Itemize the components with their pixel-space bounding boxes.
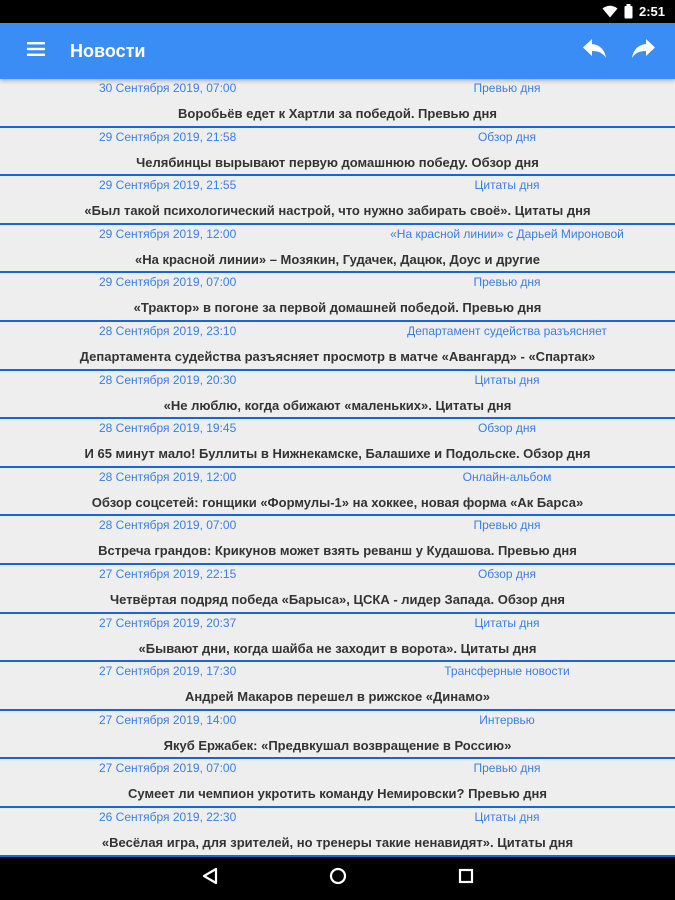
status-bar: [0, 0, 675, 23]
news-date: 27 Сентября 2019, 14:00: [99, 712, 237, 727]
triangle-back-icon: [202, 867, 218, 890]
news-date: 29 Сентября 2019, 07:00: [99, 275, 237, 290]
news-date: 27 Сентября 2019, 07:00: [99, 761, 237, 776]
news-date: 28 Сентября 2019, 07:00: [99, 518, 237, 533]
news-date: 27 Сентября 2019, 20:37: [99, 615, 237, 630]
news-category: Департамент судейства разъясняет: [407, 323, 607, 338]
menu-button[interactable]: [0, 23, 72, 79]
news-category: Цитаты дня: [474, 178, 540, 193]
news-item[interactable]: [0, 662, 675, 711]
news-item[interactable]: [0, 516, 675, 565]
news-item[interactable]: [0, 128, 675, 177]
news-title: Якуб Ержабек: «Предвкушал возвращение в Россию»: [163, 737, 512, 753]
news-title: Департамента судейства разъясняет просмотр в матче «Авангард» - «Спартак»: [79, 348, 596, 364]
news-title: Челябинцы вырывают первую домашнюю победу. Обзор дня: [136, 154, 539, 170]
news-title: «На красной линии» – Мозякин, Гудачек, Дацюк, Доус и другие: [135, 251, 540, 267]
back-button[interactable]: [571, 23, 619, 79]
news-category: «На красной линии» с Дарьей Мироновой: [390, 226, 624, 241]
nav-back-button[interactable]: [190, 859, 230, 899]
news-title: И 65 минут мало! Буллиты в Нижнекамске, Балашихе и Подольске. Обзор дня: [84, 446, 591, 462]
news-date: 27 Сентября 2019, 17:30: [99, 664, 237, 679]
circle-home-icon: [329, 867, 347, 890]
news-category: Обзор дня: [477, 421, 537, 436]
news-category: Цитаты дня: [474, 809, 540, 824]
news-category: Обзор дня: [477, 566, 537, 581]
news-date: 28 Сентября 2019, 19:45: [99, 421, 237, 436]
news-item[interactable]: [0, 225, 675, 274]
page-title: Новости: [70, 40, 146, 61]
news-title: «Не люблю, когда обижают «маленьких». Цитаты дня: [163, 397, 512, 413]
news-category: Превью дня: [473, 81, 541, 95]
news-category: Онлайн-альбом: [462, 469, 552, 484]
news-title: «Весёлая игра, для зрителей, но тренеры такие ненавидят». Цитаты дня: [101, 834, 574, 850]
news-item[interactable]: [0, 711, 675, 760]
square-recents-icon: [458, 868, 474, 889]
news-category: Обзор дня: [477, 129, 537, 144]
news-item[interactable]: [0, 371, 675, 420]
news-date: 30 Сентября 2019, 07:00: [99, 81, 237, 95]
news-date: 28 Сентября 2019, 12:00: [99, 469, 237, 484]
forward-icon: [631, 39, 655, 64]
battery-icon: [624, 4, 633, 19]
news-date: 29 Сентября 2019, 21:58: [99, 129, 237, 144]
nav-recents-button[interactable]: [446, 859, 486, 899]
news-item[interactable]: [0, 468, 675, 517]
news-item[interactable]: [0, 759, 675, 808]
news-item[interactable]: [0, 176, 675, 225]
nav-home-button[interactable]: [318, 859, 358, 899]
news-category: Цитаты дня: [474, 615, 540, 630]
news-category: Превью дня: [473, 761, 541, 776]
news-date: 28 Сентября 2019, 20:30: [99, 372, 237, 387]
news-title: Встреча грандов: Крикунов может взять реванш у Кудашова. Превью дня: [98, 543, 577, 559]
news-category: Превью дня: [473, 518, 541, 533]
reply-icon: [583, 39, 607, 64]
news-title: Четвёртая подряд победа «Барыса», ЦСКА - лидер Запада. Обзор дня: [110, 591, 565, 607]
news-category: Интервью: [479, 712, 535, 727]
news-item[interactable]: [0, 808, 675, 857]
news-category: Трансферные новости: [444, 664, 570, 679]
news-date: 29 Сентября 2019, 12:00: [99, 226, 237, 241]
hamburger-icon: [27, 42, 45, 61]
news-item[interactable]: [0, 565, 675, 614]
navigation-bar: [0, 857, 675, 900]
app-bar: [0, 23, 675, 79]
news-category: Превью дня: [473, 275, 541, 290]
news-date: 27 Сентября 2019, 22:15: [99, 566, 237, 581]
news-date: 29 Сентября 2019, 21:55: [99, 178, 237, 193]
news-title: «Трактор» в погоне за первой домашней победой. Превью дня: [133, 300, 542, 316]
share-button[interactable]: [619, 23, 667, 79]
news-title: «Был такой психологический настрой, что нужно забирать своё». Цитаты дня: [84, 203, 591, 219]
news-date: 26 Сентября 2019, 22:30: [99, 809, 237, 824]
news-item[interactable]: [0, 79, 675, 128]
news-title: Обзор соцсетей: гонщики «Формулы-1» на хоккее, новая форма «Ак Барса»: [91, 494, 584, 510]
news-list: [0, 79, 675, 857]
news-title: «Бывают дни, когда шайба не заходит в ворота». Цитаты дня: [138, 640, 537, 656]
news-date: 28 Сентября 2019, 23:10: [99, 323, 237, 338]
news-category: Цитаты дня: [474, 372, 540, 387]
news-item[interactable]: [0, 273, 675, 322]
clock: 2:51: [638, 4, 665, 19]
news-title: Воробьёв едет к Хартли за победой. Превью дня: [178, 106, 497, 121]
news-item[interactable]: [0, 419, 675, 468]
news-item[interactable]: [0, 322, 675, 371]
news-title: Сумеет ли чемпион укротить команду Немировски? Превью дня: [128, 786, 547, 802]
wifi-icon: [602, 5, 618, 18]
news-title: Андрей Макаров перешел в рижское «Динамо»: [184, 689, 490, 705]
news-item[interactable]: [0, 614, 675, 663]
